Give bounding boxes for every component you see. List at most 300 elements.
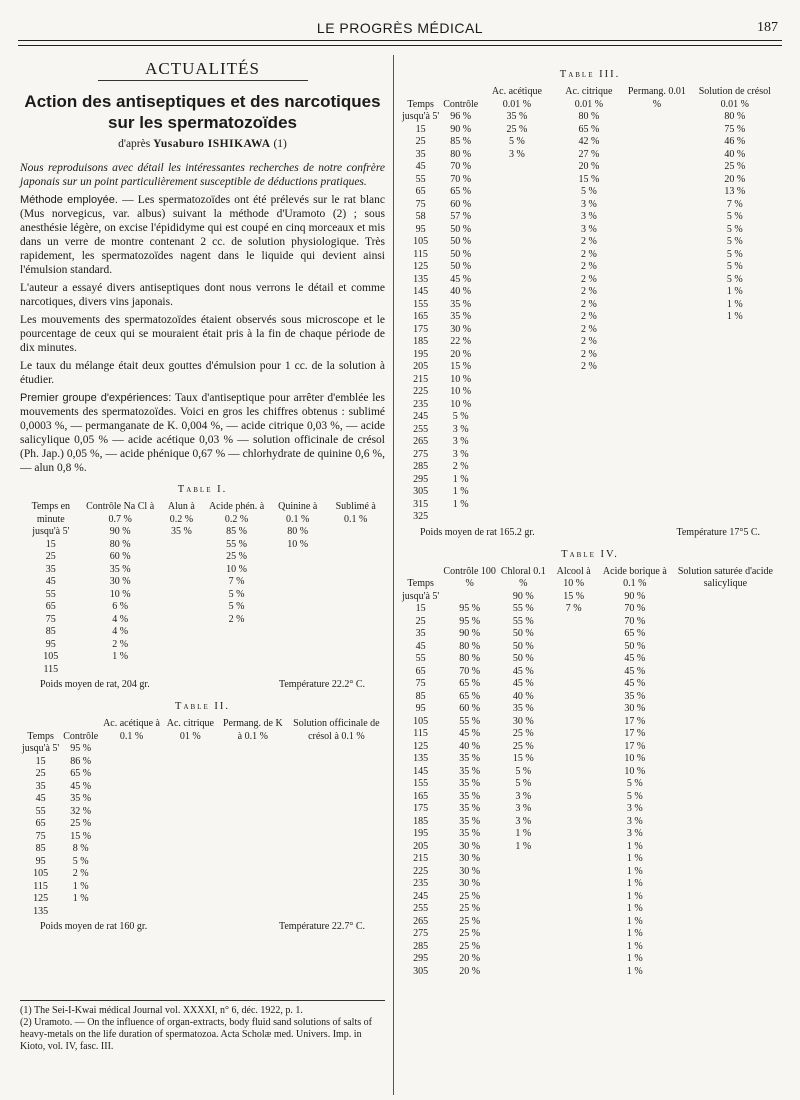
- table-cell: 40 %: [724, 148, 746, 160]
- table-cell: 3 %: [580, 211, 597, 222]
- table-cell: 185: [413, 336, 429, 347]
- table-cell: 65 %: [578, 123, 600, 135]
- table-cell: [218, 868, 288, 881]
- table-cell: 45: [415, 640, 426, 652]
- table-cell: 25 %: [724, 161, 746, 172]
- table-cell: [159, 564, 204, 577]
- table-cell: 20 %: [724, 173, 746, 185]
- data-table: [400, 86, 780, 524]
- table-cell: 45 %: [459, 728, 481, 739]
- table-cell: [269, 639, 326, 652]
- table-cell: 115: [413, 728, 428, 739]
- section-title: ACTUALITÉS: [145, 59, 260, 78]
- table-cell: [624, 199, 689, 212]
- table-cell: 50 %: [512, 628, 534, 639]
- table-cell: jusqu'à 5': [22, 743, 60, 754]
- table-row: [400, 174, 780, 187]
- table-cell: 5 %: [726, 248, 743, 260]
- table-cell: [548, 791, 598, 804]
- table-cell: [218, 781, 288, 794]
- table-row: [400, 828, 780, 841]
- table-cell: 2 %: [580, 261, 597, 272]
- table-cell: [690, 461, 780, 474]
- table-row: [20, 856, 385, 869]
- left-column: [20, 60, 385, 934]
- table-footer: [20, 676, 385, 692]
- table-cell: [671, 753, 780, 766]
- table-cell: [480, 249, 553, 262]
- table-cell: 45 %: [70, 780, 92, 792]
- byline: [20, 137, 385, 151]
- table-cell: 1 %: [726, 286, 743, 297]
- table-caption: Table II.: [175, 701, 230, 712]
- table-cell: [671, 703, 780, 716]
- column-header: Solution de crésol 0.01 %: [698, 86, 771, 110]
- table-cell: [100, 881, 163, 894]
- table-row: [400, 149, 780, 162]
- data-table: [20, 718, 385, 918]
- table-cell: 225: [413, 386, 429, 397]
- table-cell: 45 %: [450, 273, 472, 285]
- table-cell: [204, 626, 269, 639]
- table-cell: [624, 436, 689, 449]
- table-cell: 70 %: [450, 161, 472, 172]
- table-cell: [441, 591, 498, 604]
- table-cell: 3 %: [508, 148, 525, 160]
- table-cell: [498, 941, 548, 954]
- table-row: [20, 614, 385, 627]
- right-column: [400, 60, 780, 978]
- table-cell: [554, 486, 625, 499]
- table-cell: 50 %: [512, 640, 534, 652]
- table-cell: 5 %: [72, 855, 89, 867]
- table-cell: [690, 449, 780, 462]
- table-row: [20, 626, 385, 639]
- column-header: Solution officinale de crésol à 0.1 %: [293, 718, 380, 742]
- table-cell: 1 %: [452, 473, 469, 485]
- table-cell: 2 %: [580, 286, 597, 297]
- table-header-row: [20, 718, 385, 743]
- table-cell: [288, 881, 385, 894]
- table-cell: [288, 893, 385, 906]
- table-cell: 95: [415, 703, 426, 714]
- table-cell: [548, 803, 598, 816]
- table-cell: 195: [413, 348, 429, 360]
- table-cell: 3 %: [515, 815, 532, 827]
- table-row: [400, 124, 780, 137]
- table-cell: 15 %: [512, 753, 534, 764]
- table-cell: [671, 841, 780, 854]
- table-cell: [624, 374, 689, 387]
- table-row: [400, 703, 780, 716]
- table-cell: 50 %: [450, 223, 472, 235]
- column-header: Solution saturée d'acide salicylique: [677, 565, 773, 589]
- table-cell: [554, 499, 625, 512]
- table-cell: 20 %: [459, 965, 481, 977]
- table-cell: 5 %: [580, 186, 597, 197]
- column-header: Temps: [407, 578, 434, 589]
- table-cell: 1 %: [626, 940, 643, 952]
- table-row: [400, 449, 780, 462]
- table-cell: 3 %: [626, 815, 643, 827]
- paragraph-lead: Méthode employée.: [20, 194, 118, 206]
- table-cell: [690, 374, 780, 387]
- table-row: [400, 666, 780, 679]
- table-cell: [671, 691, 780, 704]
- table-cell: [690, 474, 780, 487]
- table-cell: [480, 486, 553, 499]
- table-cell: jusqu'à 5': [402, 590, 440, 602]
- table-cell: 80 %: [459, 653, 481, 664]
- table-cell: [690, 336, 780, 349]
- table-cell: [624, 336, 689, 349]
- table-cell: [480, 211, 553, 224]
- table-cell: [671, 966, 780, 979]
- table-cell: 1 %: [452, 486, 469, 497]
- table-cell: [288, 843, 385, 856]
- table-cell: 2 %: [580, 336, 597, 347]
- table-cell: [82, 664, 159, 677]
- table-cell: 96 %: [450, 111, 472, 122]
- table-cell: 30 %: [624, 703, 646, 714]
- table-cell: 42 %: [578, 136, 600, 147]
- table-cell: 25 %: [506, 123, 528, 135]
- table-cell: 85 %: [450, 136, 472, 147]
- table-temperature: Température 17°5 C.: [676, 526, 760, 538]
- table-cell: [548, 828, 598, 841]
- table-cell: [218, 856, 288, 869]
- table-cell: [554, 461, 625, 474]
- table-cell: [624, 211, 689, 224]
- table-row: [20, 651, 385, 664]
- table-cell: 3 %: [580, 223, 597, 235]
- table-cell: 125: [33, 893, 49, 904]
- table-cell: 50 %: [450, 236, 472, 247]
- table-cell: [100, 843, 163, 856]
- table-cell: [100, 893, 163, 906]
- column-header: Permang. de K à 0.1 %: [222, 718, 283, 742]
- table-cell: 35 %: [459, 803, 481, 814]
- table-cell: 5 %: [515, 778, 532, 789]
- table-cell: 65 %: [624, 628, 646, 639]
- table-cell: 115: [33, 880, 48, 892]
- table-header-row: [400, 566, 780, 591]
- table-cell: 25 %: [226, 551, 247, 562]
- table-cell: 1 %: [626, 840, 643, 852]
- table-cell: [163, 906, 218, 919]
- table-cell: [163, 831, 218, 844]
- table-cell: [100, 856, 163, 869]
- table-cell: [159, 601, 204, 614]
- table-cell: 45 %: [624, 653, 646, 664]
- table-cell: [671, 903, 780, 916]
- table-cell: [480, 224, 553, 237]
- table-cell: 95: [415, 223, 426, 235]
- table-cell: 2 %: [580, 298, 597, 310]
- table-cell: [163, 881, 218, 894]
- table-cell: [624, 236, 689, 249]
- table-cell: [624, 399, 689, 412]
- table-cell: 35 %: [459, 828, 481, 839]
- table-row: [400, 753, 780, 766]
- table-cell: [671, 603, 780, 616]
- table-cell: [690, 349, 780, 362]
- table-row: [400, 916, 780, 929]
- table-cell: [269, 551, 326, 564]
- table-cell: [624, 499, 689, 512]
- table-cell: [690, 499, 780, 512]
- table-cell: [690, 399, 780, 412]
- table-cell: 90 %: [624, 590, 646, 602]
- table-row: [400, 591, 780, 604]
- table-cell: 5 %: [228, 601, 245, 612]
- table-cell: 25 %: [459, 928, 481, 939]
- table-cell: [480, 449, 553, 462]
- table-cell: [326, 589, 385, 602]
- table-cell: [163, 781, 218, 794]
- table-row: [400, 486, 780, 499]
- table-row: [400, 274, 780, 287]
- table-cell: 225: [413, 865, 429, 877]
- table-cell: 1 %: [726, 311, 743, 322]
- table-row: [400, 728, 780, 741]
- table-cell: 20 %: [450, 348, 472, 360]
- table-cell: 65 %: [459, 678, 481, 689]
- table-cell: [624, 149, 689, 162]
- table-cell: [204, 651, 269, 664]
- table-cell: 2 %: [580, 348, 597, 360]
- paragraph-text: — Les spermatozoïdes ont été prélevés sur le rat blanc (Mus norvegicus, var. albus) suivant la méthode d'Uramoto (2) ; sous anesthésie légère, on excise l'épididyme qui est coupé en cinq morceaux et mis dans un verre de montre contenant 2 cc. de solution physiologique. Très rapidement, les spermatozoïdes nagent dans le liquide qui devient ainsi l'émulsion standard.: [20, 194, 385, 276]
- table-cell: [480, 236, 553, 249]
- table-cell: 15: [45, 538, 56, 550]
- paragraph: Les mouvements des spermatozoïdes étaient observés sous microscope et le pourcentage de ceux qui se mouraient était pris à la fin de chaque période de dix minutes.: [20, 314, 385, 354]
- column-header: Permang. 0.01 %: [627, 86, 686, 110]
- table-cell: 3 %: [452, 448, 469, 460]
- table-weight: Poids moyen de rat, 204 gr.: [40, 679, 150, 690]
- table-cell: [288, 743, 385, 756]
- table-cell: 30 %: [459, 840, 481, 852]
- table-row: [20, 539, 385, 552]
- table-cell: 22 %: [450, 336, 472, 347]
- table-cell: 65: [35, 818, 46, 829]
- table-cell: 40 %: [459, 740, 481, 752]
- table-cell: 15: [415, 123, 426, 135]
- table-cell: 285: [413, 461, 429, 472]
- table-cell: 135: [33, 905, 49, 917]
- article-title: Action des antiseptiques et des narcotiques sur les spermatozoïdes: [24, 92, 381, 132]
- table-cell: [480, 274, 553, 287]
- table-cell: 25 %: [459, 890, 481, 902]
- table-cell: 3 %: [626, 803, 643, 814]
- table-cell: 80 %: [578, 111, 600, 122]
- table-cell: 205: [413, 361, 429, 372]
- table-cell: [288, 781, 385, 794]
- table-cell: [548, 653, 598, 666]
- table-cell: [269, 564, 326, 577]
- table-cell: 165: [413, 790, 429, 802]
- table-cell: 17 %: [624, 715, 646, 727]
- table-cell: 95: [45, 638, 56, 650]
- column-header: Quinine à 0.1 %: [278, 501, 318, 525]
- table-cell: [163, 743, 218, 756]
- table-cell: [671, 803, 780, 816]
- table-row: [400, 966, 780, 979]
- table-cell: [159, 651, 204, 664]
- table-cell: 275: [413, 928, 429, 939]
- table-cell: 3 %: [515, 803, 532, 814]
- table-cell: 25 %: [512, 740, 534, 752]
- table-cell: [480, 199, 553, 212]
- table-cell: 4 %: [112, 613, 129, 625]
- table-cell: [548, 616, 598, 629]
- author-ref: (1): [273, 138, 287, 150]
- table-cell: 2 %: [112, 638, 129, 650]
- table-cell: 85: [415, 690, 426, 702]
- table-cell: 65: [415, 186, 426, 197]
- table-row: [20, 818, 385, 831]
- table-cell: [671, 853, 780, 866]
- table-cell: 2 %: [452, 461, 469, 472]
- table-cell: 58: [415, 211, 426, 222]
- table-cell: 105: [43, 651, 59, 662]
- table-cell: [690, 324, 780, 337]
- table-cell: [480, 436, 553, 449]
- table-row: [20, 756, 385, 769]
- table-cell: [671, 941, 780, 954]
- table-cell: 155: [413, 298, 429, 310]
- table-cell: [480, 361, 553, 374]
- table-cell: 75: [415, 678, 426, 689]
- table-row: [400, 411, 780, 424]
- table-row: [20, 664, 385, 677]
- table-cell: 45 %: [624, 665, 646, 677]
- column-header: Acide borique à 0.1 %: [602, 565, 667, 589]
- column-header: Ac. acétique 0.01 %: [491, 86, 542, 110]
- table-cell: 10 %: [624, 765, 646, 777]
- table-cell: 86 %: [70, 755, 92, 767]
- table-cell: [624, 511, 689, 524]
- table-cell: [624, 461, 689, 474]
- table-cell: [624, 174, 689, 187]
- paragraph-text: Taux d'antiseptique pour arrêter d'emblée les mouvements des spermatozoïdes. Voici en gros les chiffres obtenus : sublimé 0,0003 %, — permanganate de K. 0,004 %, — acide citrique 0,03 %, — acide salicylique 0,05 % — acide acétique 0,03 % — solution officinale de crésol (Ph. Jap.) 0,05 %, — acide phénique 0,67 % — chlorhydrate de quinine 0,6 %, — alun 0,8 %.: [20, 392, 385, 474]
- table-cell: [326, 639, 385, 652]
- table-cell: [624, 486, 689, 499]
- table-row: [400, 741, 780, 754]
- table-cell: [163, 868, 218, 881]
- table-row: [20, 793, 385, 806]
- table-cell: [269, 601, 326, 614]
- table-cell: 46 %: [724, 136, 746, 147]
- table-row: [20, 806, 385, 819]
- table-cell: 60 %: [109, 551, 131, 562]
- table-cell: [480, 499, 553, 512]
- table-row: [400, 816, 780, 829]
- paragraph-method: [20, 193, 385, 277]
- table-cell: [100, 818, 163, 831]
- table-cell: [498, 928, 548, 941]
- table-cell: [624, 424, 689, 437]
- table-cell: 315: [413, 498, 429, 510]
- table-row: [400, 424, 780, 437]
- table-cell: [326, 539, 385, 552]
- table-cell: 4 %: [112, 626, 129, 637]
- table-cell: 115: [413, 248, 428, 260]
- table-cell: [100, 806, 163, 819]
- table-cell: 3 %: [515, 790, 532, 802]
- footnotes: [20, 1000, 385, 1053]
- table-cell: 95 %: [459, 603, 481, 614]
- table-cell: [671, 641, 780, 654]
- table-cell: 40 %: [450, 286, 472, 297]
- table-cell: 30 %: [459, 853, 481, 864]
- table-cell: [624, 186, 689, 199]
- table-cell: [288, 768, 385, 781]
- table-cell: 55: [415, 173, 426, 185]
- table-cell: [269, 576, 326, 589]
- table-cell: 2 %: [72, 868, 89, 879]
- table-cell: [624, 349, 689, 362]
- table-cell: [548, 841, 598, 854]
- table-cell: [624, 324, 689, 337]
- table-cell: [218, 793, 288, 806]
- table-cell: 75: [45, 613, 56, 625]
- table-cell: [480, 461, 553, 474]
- table-cell: [548, 753, 598, 766]
- table-cell: [690, 361, 780, 374]
- table-cell: [624, 111, 689, 124]
- table-cell: [671, 928, 780, 941]
- table-row: [20, 743, 385, 756]
- table-cell: 20 %: [459, 953, 481, 964]
- table-row: [20, 893, 385, 906]
- table-cell: 13 %: [724, 186, 746, 197]
- table-cell: 95: [35, 855, 46, 867]
- table-cell: [163, 756, 218, 769]
- table-cell: [100, 756, 163, 769]
- section-rule: [98, 80, 308, 81]
- table-cell: 265: [413, 436, 429, 447]
- table-cell: 15 %: [70, 830, 92, 842]
- table-cell: 55: [45, 588, 56, 600]
- column-header: Temps: [27, 730, 54, 742]
- table-cell: [480, 161, 553, 174]
- table-cell: [288, 831, 385, 844]
- table-row: [400, 878, 780, 891]
- table-cell: 45: [35, 793, 46, 804]
- table-cell: [498, 916, 548, 929]
- table-row: [400, 653, 780, 666]
- table-row: [400, 803, 780, 816]
- table-cell: 5 %: [626, 778, 643, 789]
- table-cell: 90 %: [459, 628, 481, 639]
- table-cell: 65 %: [459, 690, 481, 702]
- table-cell: 15 %: [563, 590, 585, 602]
- column-header: Alcool à 10 %: [556, 565, 591, 589]
- table-cell: 25 %: [512, 728, 534, 739]
- table-cell: [548, 903, 598, 916]
- table-cell: 185: [413, 815, 429, 827]
- table-cell: [163, 793, 218, 806]
- table-cell: 325: [413, 511, 429, 522]
- table-cell: 70 %: [459, 665, 481, 677]
- table-cell: [326, 614, 385, 627]
- table-cell: [218, 818, 288, 831]
- table-cell: 35 %: [459, 778, 481, 789]
- table-cell: [100, 793, 163, 806]
- table-row: [400, 853, 780, 866]
- table-row: [400, 511, 780, 524]
- table-row: [400, 249, 780, 262]
